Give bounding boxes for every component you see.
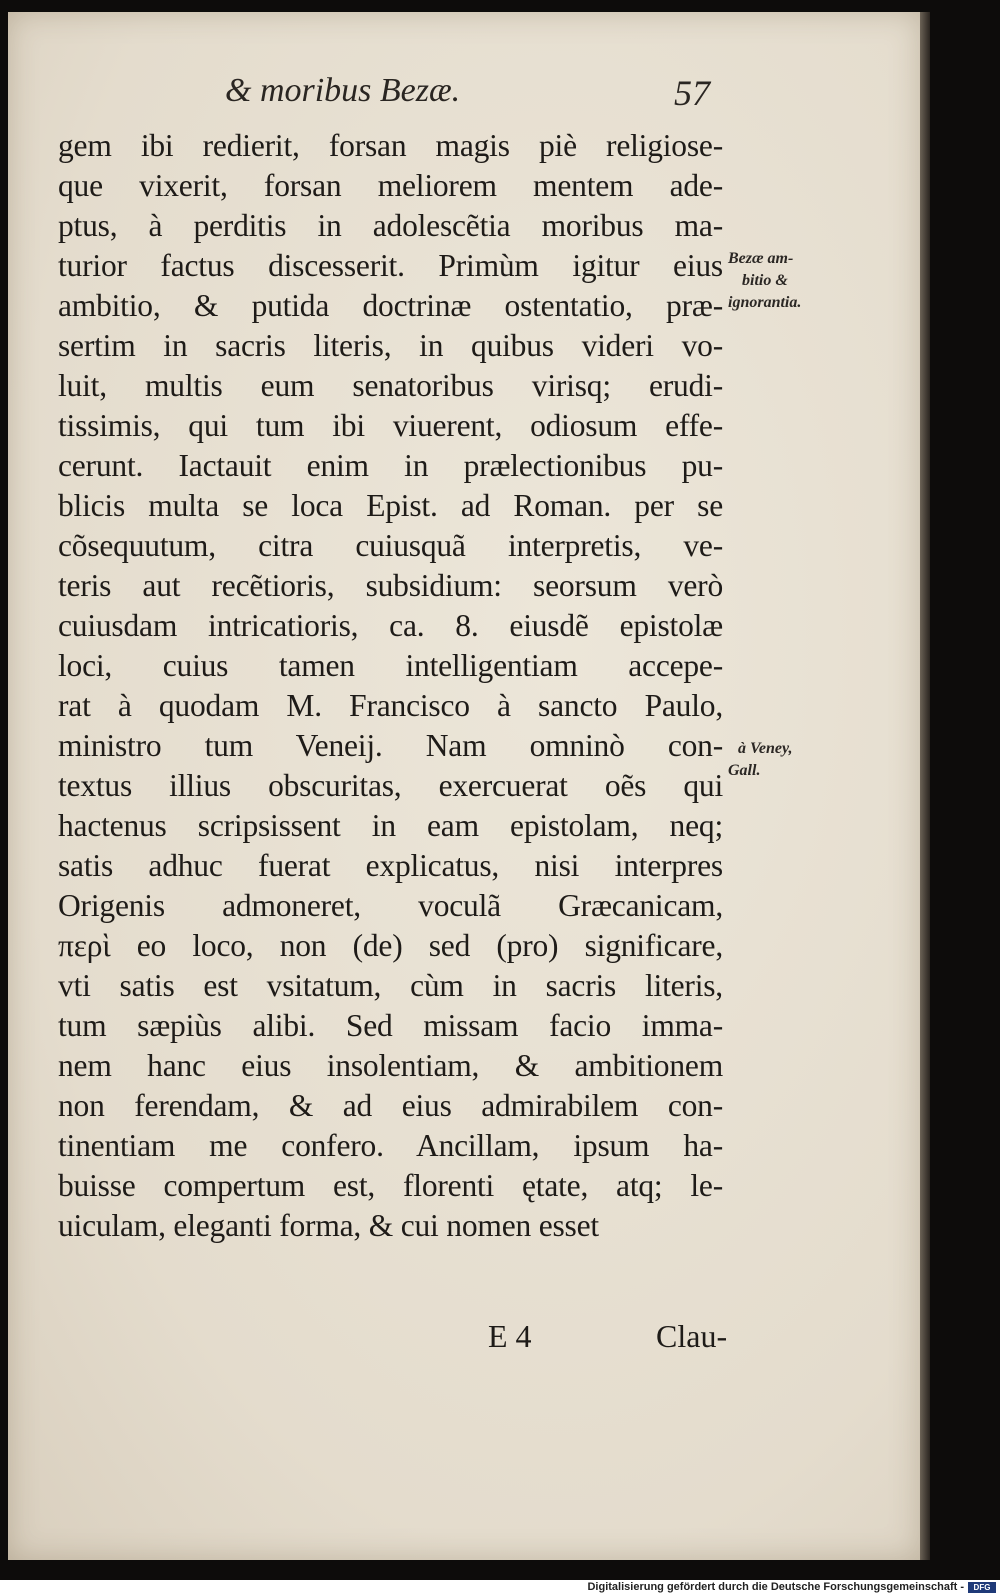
signature-mark: E 4 [488,1318,532,1354]
text-line: tissimis, qui tum ibi viuerent, odiosum effe- [58,408,723,443]
text-line: textus illius obscuritas, exercuerat oẽs qui [58,768,723,803]
text-line: ministro tum Veneij. Nam omninò con- [58,728,723,763]
text-line: luit, multis eum senatoribus virisq; erudi- [58,368,723,403]
text-line: non ferendam, & ad eius admirabilem con- [58,1088,723,1123]
text-line: vti satis est vsitatum, cùm in sacris literis, [58,968,723,1003]
text-line: Origenis admoneret, voculã Græcanicam, [58,888,723,923]
text-line: buisse compertum est, florenti ętate, atq; le- [58,1168,723,1203]
text-line: gem ibi redierit, forsan magis piè religiose- [58,128,723,163]
text-line: que vixerit, forsan meliorem mentem ade- [58,168,723,203]
text-line: blicis multa se loca Epist. ad Roman. per se [58,488,723,523]
running-title: & moribus Bezæ. [225,72,461,109]
page-header [50,72,710,122]
text-line: tinentiam me confero. Ancillam, ipsum ha- [58,1128,723,1163]
body-text [58,126,723,1246]
page-edge [920,12,930,1560]
text-line: nem hanc eius insolentiam, & ambitionem [58,1048,723,1083]
text-line: hactenus scripsissent in eam epistolam, neq; [58,808,723,843]
marginal-note-line: ignorantia. [728,294,802,311]
text-line: cõsequutum, citra cuiusquã interpretis, ve- [58,528,723,563]
text-line: satis adhuc fuerat explicatus, nisi interpres [58,848,723,883]
marginal-note-line: bitio & [742,272,788,289]
marginal-note [728,738,868,782]
credit-bar [0,1580,1000,1595]
text-line: cerunt. Iactauit enim in prælectionibus pu- [58,448,723,483]
text-line: turior factus discesserit. Primùm igitur eius [58,248,723,283]
page-footer-line [58,1318,748,1368]
page-number: 57 [674,73,710,113]
text-line: sertim in sacris literis, in quibus videri vo- [58,328,723,363]
text-line: tum sæpiùs alibi. Sed missam facio imma- [58,1008,723,1043]
text-line: ptus, à perditis in adolescẽtia moribus ma- [58,208,723,243]
text-line: περὶ eo loco, non (de) sed (pro) significare, [58,928,723,963]
marginal-note-line: à Veney, [738,740,793,757]
catchword: Clau- [656,1318,728,1354]
text-line: cuiusdam intricatioris, ca. 8. eiusdẽ epistolæ [58,608,723,643]
text-line: loci, cuius tamen intelligentiam accepe- [58,648,723,683]
credit-text: Digitalisierung gefördert durch die Deutsche Forschungsgemeinschaft - [587,1581,964,1593]
text-line: uiculam, eleganti forma, & cui nomen esset [58,1208,599,1243]
marginal-note-line: Gall. [728,762,761,779]
marginal-note [728,248,868,314]
text-line: teris aut recẽtioris, subsidium: seorsum verò [58,568,723,603]
text-line: rat à quodam M. Francisco à sancto Paulo, [58,688,723,723]
marginal-note-line: Bezæ am- [728,250,794,267]
dfg-logo: DFG [968,1582,996,1593]
text-line: ambitio, & putida doctrinæ ostentatio, præ- [58,288,723,323]
